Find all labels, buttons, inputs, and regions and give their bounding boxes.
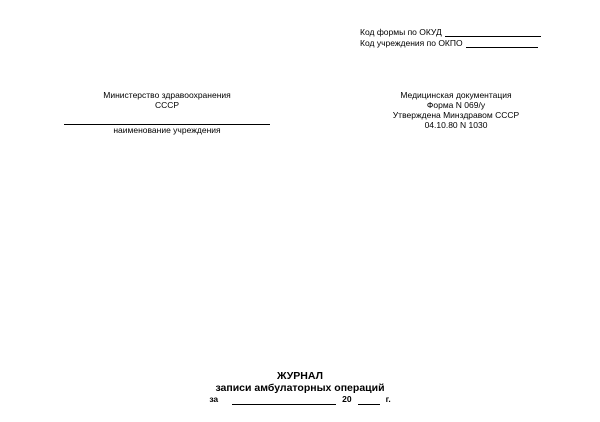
period-year-suffix: г. [385, 394, 391, 404]
form-info-block [376, 90, 536, 130]
institution-name-blank [64, 110, 270, 122]
ministry-block [64, 90, 270, 135]
period-year-prefix: 20 [342, 394, 352, 404]
form-info-line1: Медицинская документация [400, 90, 512, 100]
form-info-line2: Форма N 069/у [426, 100, 486, 110]
period-year-blank [358, 396, 380, 405]
okud-code-label: Код формы по ОКУД [360, 27, 442, 37]
period-blank-line [232, 396, 336, 405]
journal-heading: ЖУРНАЛ [277, 370, 323, 382]
journal-subheading: записи амбулаторных операций [215, 382, 385, 394]
ministry-name-line2: СССР [154, 100, 180, 110]
form-info-line3: Утверждена Минздравом СССР [392, 110, 520, 120]
ministry-name-line1: Министерство здравоохранения [103, 90, 231, 100]
form-info-line4: 04.10.80 N 1030 [424, 120, 488, 130]
journal-period-row [0, 394, 600, 405]
period-for-label: за [209, 394, 219, 404]
okpo-code-label: Код учреждения по ОКПО [360, 38, 463, 48]
okud-code-row [360, 27, 560, 37]
institution-caption: наименование учреждения [113, 125, 221, 135]
okpo-code-line [466, 39, 538, 48]
form-codes [360, 27, 560, 49]
journal-title-block [0, 370, 600, 405]
okpo-code-row [360, 38, 560, 48]
okud-code-line [445, 28, 541, 37]
